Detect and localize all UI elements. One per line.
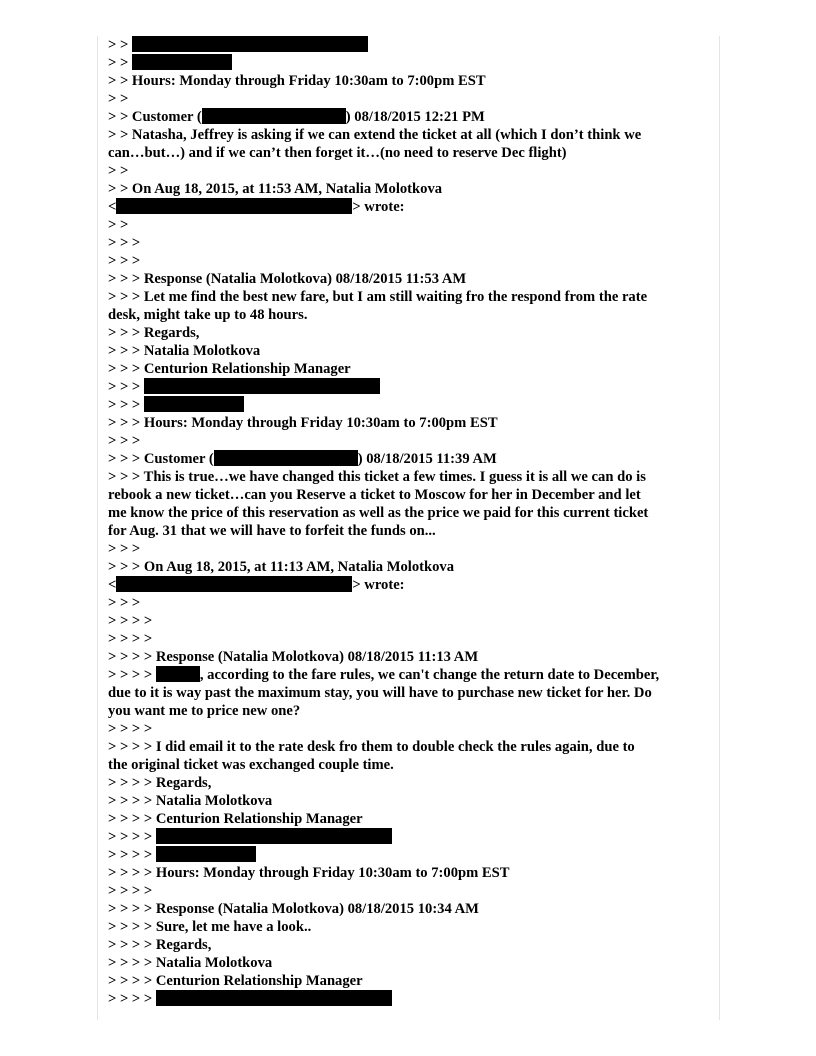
quote-line: for Aug. 31 that we will have to forfeit the funds on... xyxy=(108,523,436,539)
quote-line: > > Natasha, Jeffrey is asking if we can extend the ticket at all (which I don’t think we xyxy=(108,127,642,143)
quote-line xyxy=(108,846,714,864)
redaction-bar xyxy=(156,828,392,844)
quote-line: > > > > Response (Natalia Molotkova) 08/18/2015 11:13 AM xyxy=(108,649,479,665)
quote-line: me know the price of this reservation as well as the price we paid for this current ticket xyxy=(108,505,649,521)
quote-prefix: > > > xyxy=(108,379,144,395)
line-text-after: > wrote: xyxy=(352,577,405,593)
quote-line: > > > Response (Natalia Molotkova) 08/18/2015 11:53 AM xyxy=(108,271,467,287)
line-text-after: , according to the fare rules, we can't change the return date to December, xyxy=(199,667,660,683)
redaction-bar xyxy=(156,846,256,862)
quote-line xyxy=(108,378,714,396)
quote-line: > > > On Aug 18, 2015, at 11:13 AM, Natalia Molotkova xyxy=(108,559,455,575)
quote-line xyxy=(108,108,714,126)
quote-line xyxy=(108,828,714,846)
redaction-bar xyxy=(116,198,352,214)
redaction-bar xyxy=(156,990,392,1006)
quote-line: due to it is way past the maximum stay, you will have to purchase new ticket for her. Do xyxy=(108,685,652,701)
quote-line xyxy=(108,576,714,594)
redaction-bar xyxy=(132,36,368,52)
quote-line xyxy=(108,54,714,72)
quote-line: > > On Aug 18, 2015, at 11:53 AM, Natalia Molotkova xyxy=(108,181,443,197)
quote-prefix: > > > > xyxy=(108,847,156,863)
redaction-bar xyxy=(116,576,352,592)
redaction-bar xyxy=(202,108,346,124)
line-text-after: ) 08/18/2015 11:39 AM xyxy=(357,451,497,467)
line-text-before: < xyxy=(108,577,117,593)
quote-line xyxy=(108,990,714,1008)
quote-line: the original ticket was exchanged couple time. xyxy=(108,757,394,773)
quote-line: > > > > Natalia Molotkova xyxy=(108,793,273,809)
redaction-bar xyxy=(156,666,200,682)
quote-line xyxy=(108,666,714,684)
line-text-before: < xyxy=(108,199,117,215)
quote-line: > > > This is true…we have changed this ticket a few times. I guess it is all we can do is xyxy=(108,469,646,485)
line-text-before: > > Customer ( xyxy=(108,109,202,125)
quote-line xyxy=(108,198,714,216)
quote-line xyxy=(108,450,714,468)
quote-line: > > > Regards, xyxy=(108,325,200,341)
quote-line: > > > > Regards, xyxy=(108,937,212,953)
redaction-bar xyxy=(144,378,380,394)
quote-line: > > > > Natalia Molotkova xyxy=(108,955,273,971)
quote-line: > > xyxy=(108,217,129,233)
quote-line: > > > xyxy=(108,253,141,269)
line-text-before: > > > > xyxy=(108,667,156,683)
line-text-after: > wrote: xyxy=(352,199,405,215)
quote-line: > > > > xyxy=(108,883,153,899)
redaction-bar xyxy=(132,54,232,70)
quote-line: > > > > Regards, xyxy=(108,775,212,791)
quote-line: can…but…) and if we can’t then forget it…(no need to reserve Dec flight) xyxy=(108,145,567,161)
quote-line: > > xyxy=(108,91,129,107)
quote-line xyxy=(108,396,714,414)
quote-line: > > > > xyxy=(108,631,153,647)
quote-line: > > > > Centurion Relationship Manager xyxy=(108,811,363,827)
quote-line: > > > > Response (Natalia Molotkova) 08/18/2015 10:34 AM xyxy=(108,901,479,917)
quote-line: rebook a new ticket…can you Reserve a ticket to Moscow for her in December and let xyxy=(108,487,641,503)
quote-line: > > > > Hours: Monday through Friday 10:30am to 7:00pm EST xyxy=(108,865,510,881)
quote-prefix: > > > xyxy=(108,397,144,413)
quote-line: > > > xyxy=(108,541,141,557)
quote-line: > > > > Sure, let me have a look.. xyxy=(108,919,312,935)
email-thread xyxy=(108,36,714,1008)
quote-line: > > > > Centurion Relationship Manager xyxy=(108,973,363,989)
line-text-before: > > > Customer ( xyxy=(108,451,214,467)
page-border-left xyxy=(97,36,98,1020)
page-border-right xyxy=(719,36,720,1020)
quote-line: > > > > xyxy=(108,613,153,629)
quote-line: > > > > xyxy=(108,721,153,737)
redaction-bar xyxy=(214,450,358,466)
quote-line: > > > Let me find the best new fare, but I am still waiting fro the respond from the rate xyxy=(108,289,648,305)
redaction-bar xyxy=(144,396,244,412)
quote-line: > > > Natalia Molotkova xyxy=(108,343,261,359)
quote-prefix: > > xyxy=(108,55,132,71)
quote-line: > > > > I did email it to the rate desk fro them to double check the rules again, due to xyxy=(108,739,635,755)
line-text-after: ) 08/18/2015 12:21 PM xyxy=(345,109,485,125)
quote-line: > > Hours: Monday through Friday 10:30am to 7:00pm EST xyxy=(108,73,486,89)
quote-line: > > xyxy=(108,163,129,179)
quote-line: you want me to price new one? xyxy=(108,703,301,719)
quote-line: desk, might take up to 48 hours. xyxy=(108,307,308,323)
quote-line xyxy=(108,36,714,54)
quote-line: > > > xyxy=(108,595,141,611)
quote-line: > > > xyxy=(108,235,141,251)
quote-prefix: > > xyxy=(108,37,132,53)
quote-prefix: > > > > xyxy=(108,991,156,1007)
quote-line: > > > xyxy=(108,433,141,449)
quote-prefix: > > > > xyxy=(108,829,156,845)
quote-line: > > > Hours: Monday through Friday 10:30am to 7:00pm EST xyxy=(108,415,498,431)
quote-line: > > > Centurion Relationship Manager xyxy=(108,361,351,377)
